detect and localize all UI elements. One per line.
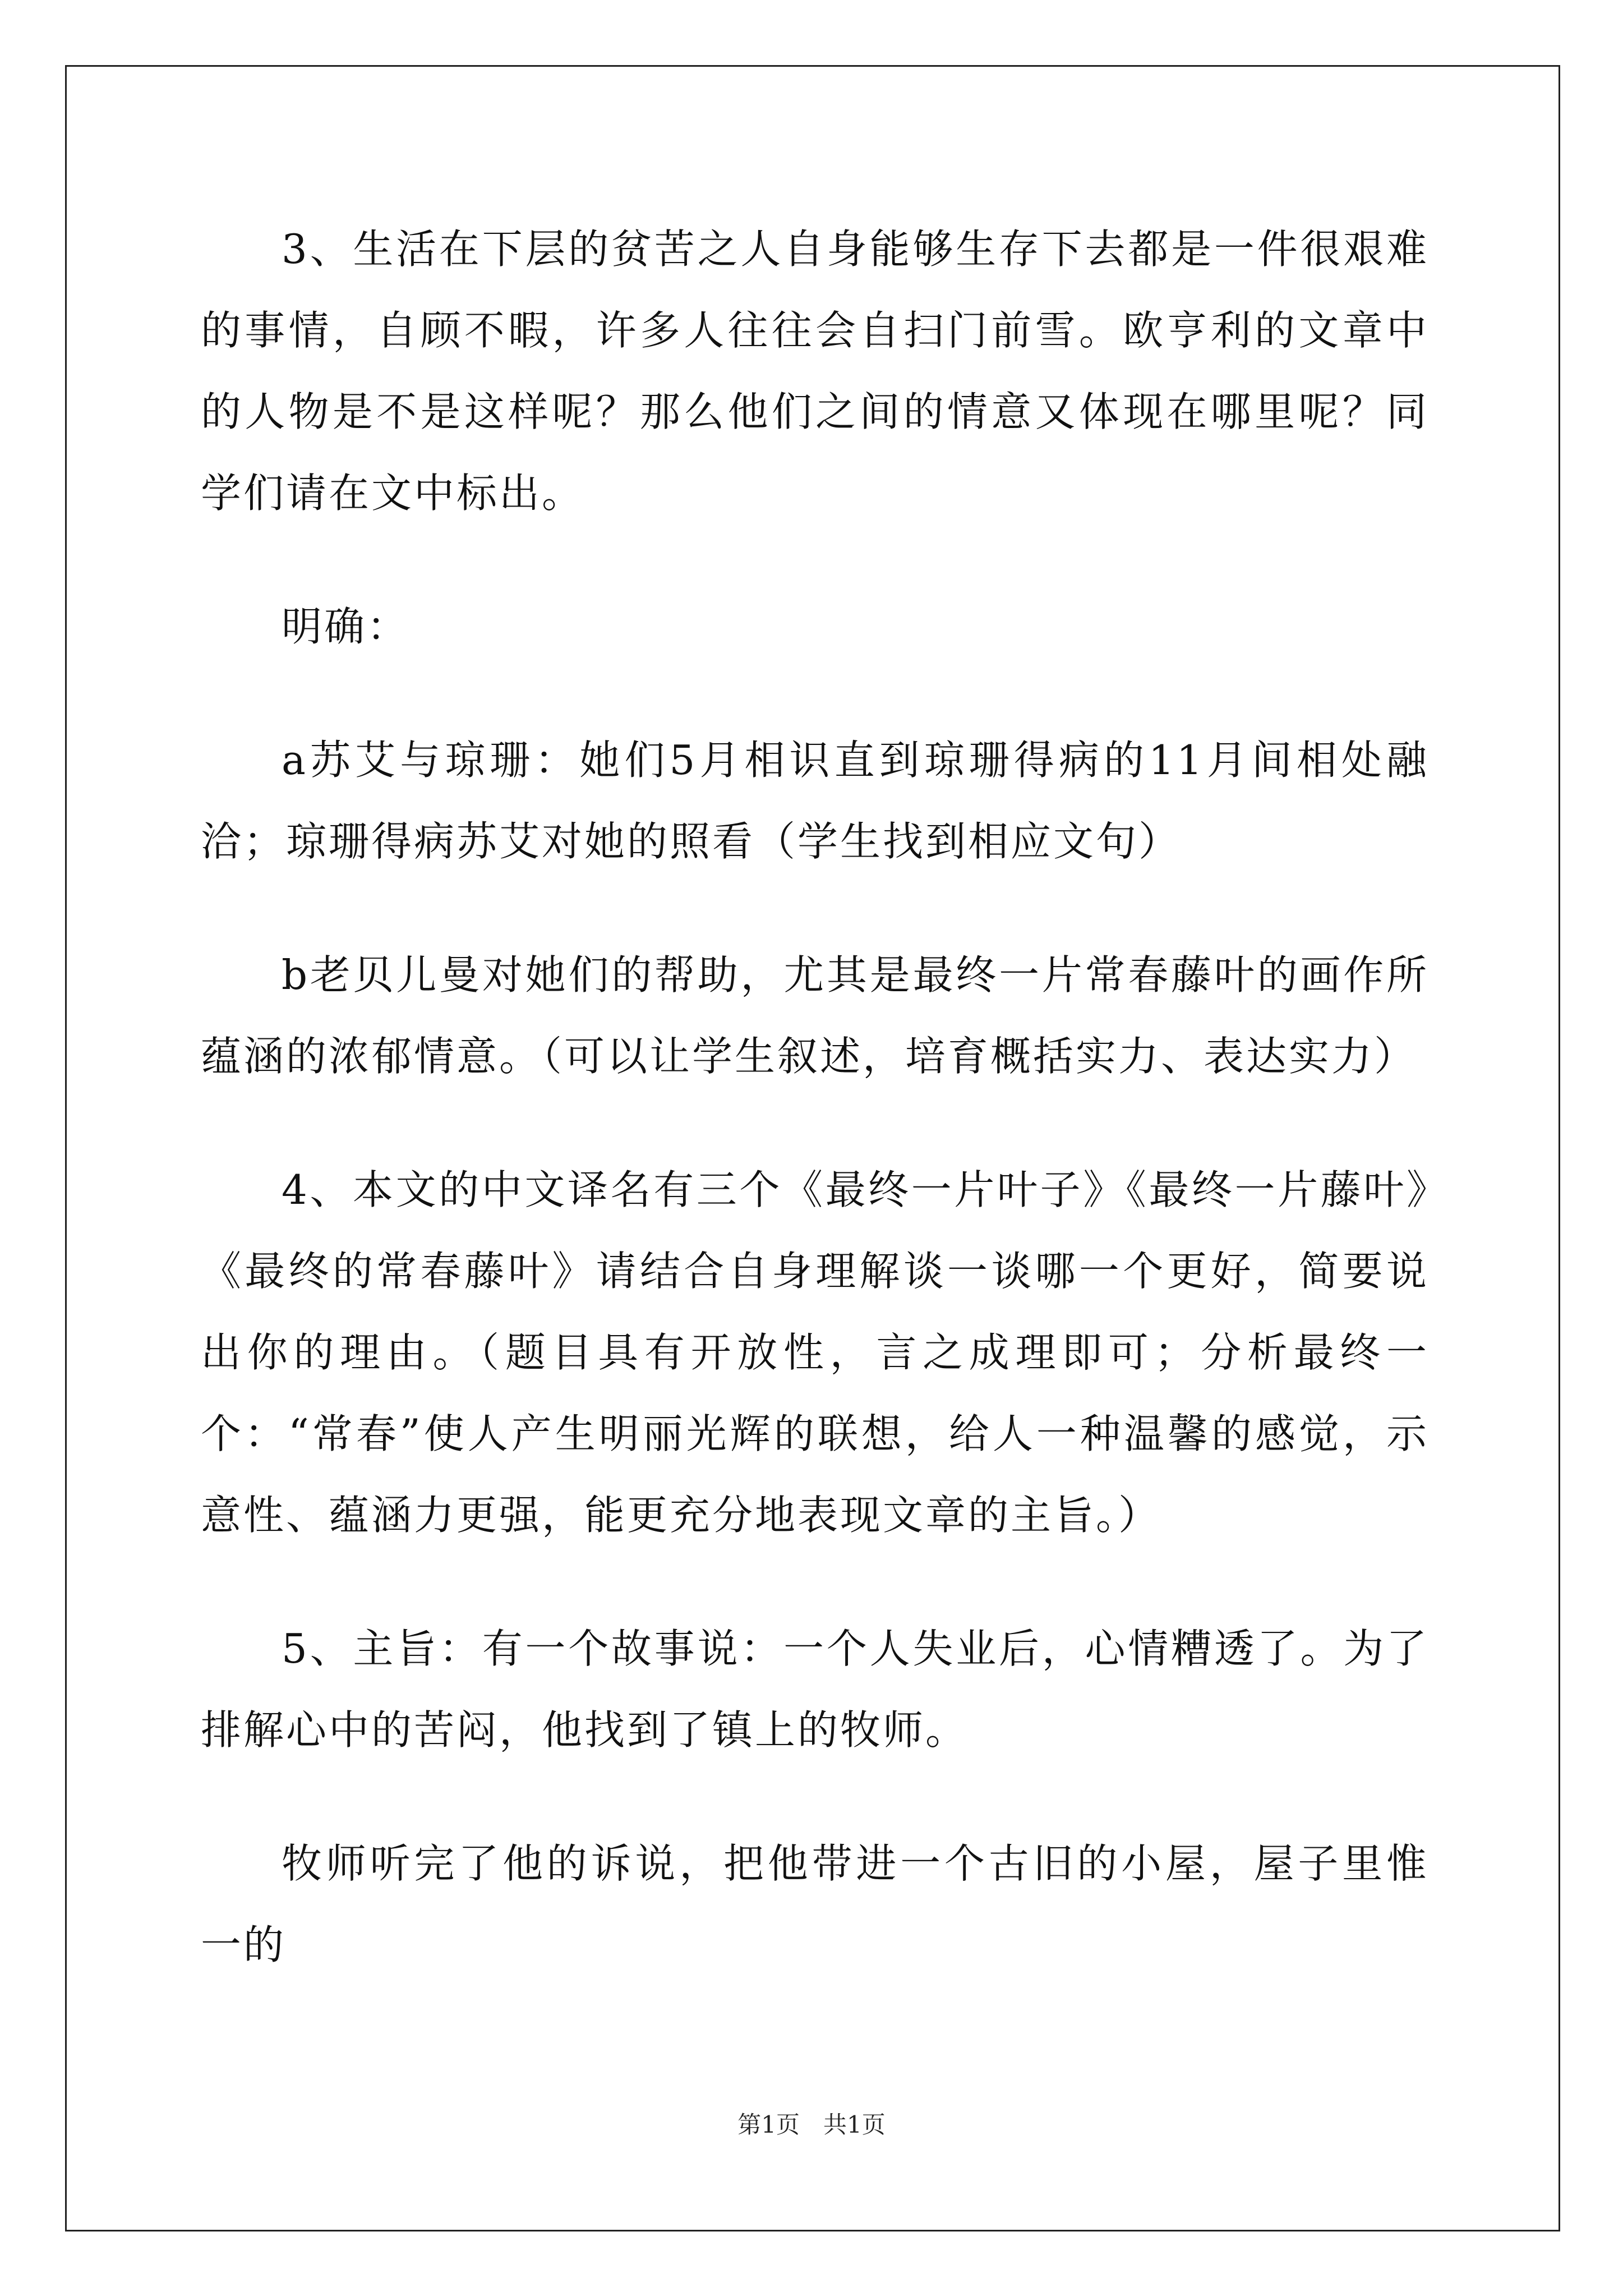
- paragraph-6: 5、主旨：有一个故事说：一个人失业后，心情糟透了。为了排解心中的苦闷，他找到了镇上的牧师。: [201, 1625, 1429, 1754]
- paragraph-2: 明确：: [282, 603, 410, 650]
- paragraph-1: 3、生活在下层的贫苦之人自身能够生存下去都是一件很艰难的事情，自顾不暇，许多人往往会自扫门前雪。欧亨利的文章中的人物是不是这样呢？那么他们之间的情意又体现在哪里呢？同学们请在文中标出。: [201, 226, 1429, 517]
- paragraph-4: b老贝儿曼对她们的帮助，尤其是最终一片常春藤叶的画作所蕴涵的浓郁情意。（可以让学生叙述，培育概括实力、表达实力）: [201, 951, 1429, 1080]
- paragraph-5: 4、本文的中文译名有三个《最终一片叶子》《最终一片藤叶》《最终的常春藤叶》请结合自身理解谈一谈哪一个更好，简要说出你的理由。（题目具有开放性，言之成理即可；分析最终一个：“常春”使人产生明丽光辉的联想，给人一种温馨的感觉，示意性、蕴涵力更强，能更充分地表现文章的主旨。）: [201, 1166, 1429, 1539]
- paragraph-3: a苏艾与琼珊：她们5月相识直到琼珊得病的11月间相处融洽；琼珊得病苏艾对她的照看（学生找到相应文句）: [201, 737, 1429, 865]
- document-body: [201, 209, 1429, 2038]
- page-footer: 第1页 共1页: [737, 2111, 886, 2138]
- paragraph-7: 牧师听完了他的诉说，把他带进一个古旧的小屋，屋子里惟一的: [201, 1840, 1429, 1968]
